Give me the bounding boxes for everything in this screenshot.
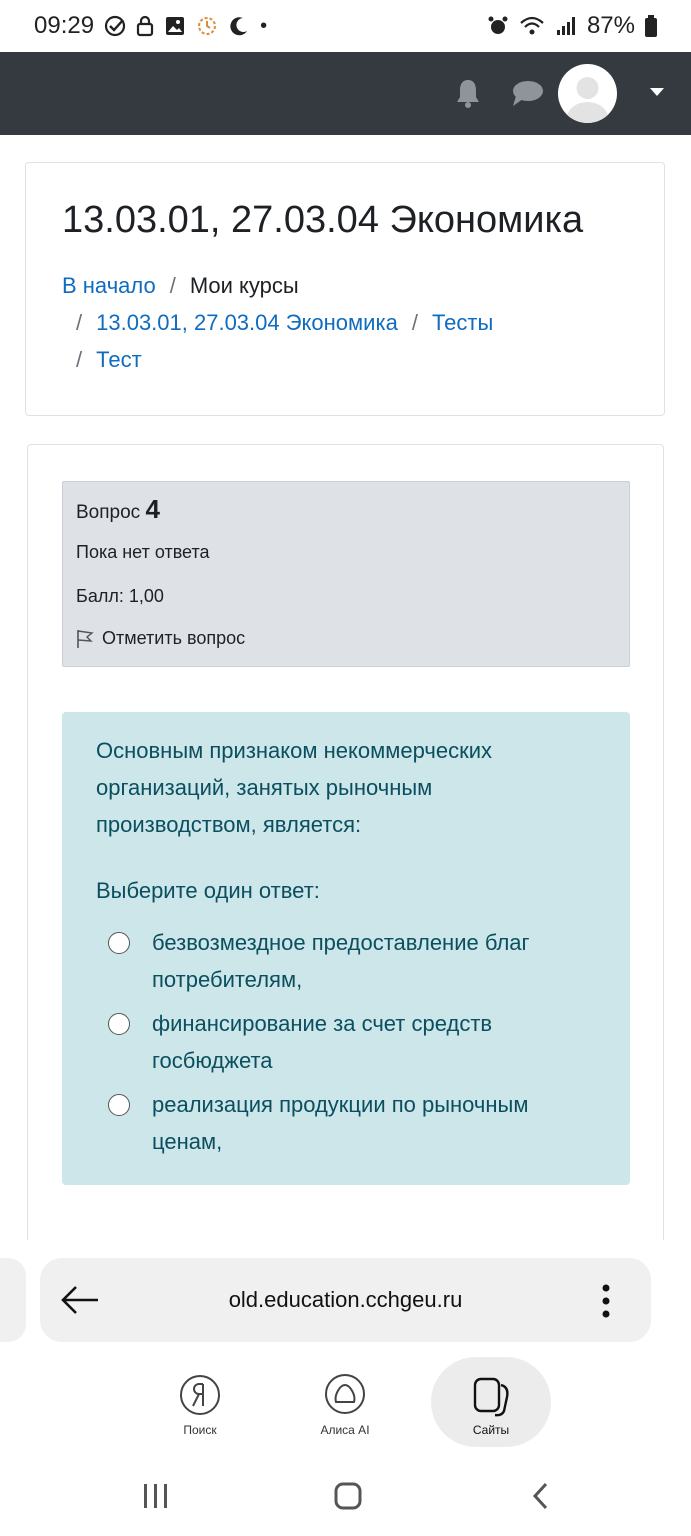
clock: 09:29 — [34, 12, 95, 39]
flag-question-link[interactable] — [76, 628, 245, 649]
moon-icon — [228, 15, 250, 37]
breadcrumb-my-courses: Мои курсы — [189, 273, 299, 298]
battery-level: 87% — [586, 12, 635, 39]
breadcrumb-separator: / — [169, 273, 176, 298]
address-bar[interactable] — [40, 1258, 651, 1342]
flag-icon — [76, 629, 94, 649]
radio-button[interactable] — [108, 1094, 130, 1116]
more-menu-icon[interactable] — [602, 1284, 610, 1318]
breadcrumb-course[interactable]: 13.03.01, 27.03.04 Экономика — [96, 310, 398, 335]
nav-alice[interactable] — [285, 1360, 405, 1450]
question-text: Основным признаком некоммерческих организаций, занятых рыночным производством, является: — [96, 738, 492, 837]
question-info — [62, 481, 630, 667]
question-number-value: 4 — [145, 494, 160, 524]
back-arrow-icon[interactable] — [60, 1284, 100, 1316]
question-state: Пока нет ответа — [76, 542, 210, 562]
radio-button[interactable] — [108, 932, 130, 954]
breadcrumb-separator: / — [411, 310, 418, 335]
course-header-card — [25, 162, 665, 416]
battery-icon — [645, 15, 657, 37]
breadcrumb-home[interactable]: В начало — [62, 273, 156, 298]
home-icon[interactable] — [333, 1480, 363, 1512]
breadcrumb — [62, 267, 642, 378]
dot-icon: • — [260, 15, 268, 37]
question-content — [62, 712, 630, 1185]
bell-icon[interactable] — [452, 77, 484, 109]
breadcrumb-test[interactable]: Тест — [96, 347, 142, 372]
timer-icon — [196, 15, 218, 37]
user-icon — [558, 64, 617, 123]
breadcrumb-tests[interactable]: Тесты — [431, 310, 494, 335]
answer-prompt: Выберите один ответ: — [96, 878, 320, 903]
previous-tab-stub[interactable] — [0, 1258, 26, 1342]
user-menu-caret-icon[interactable] — [650, 88, 664, 96]
recent-apps-icon[interactable] — [142, 1480, 170, 1512]
nav-label: Сайты — [472, 1423, 510, 1437]
breadcrumb-separator: / — [76, 347, 83, 372]
tabs-icon — [471, 1375, 513, 1417]
image-icon — [164, 15, 186, 37]
question-number — [76, 494, 160, 525]
alice-icon — [324, 1373, 366, 1415]
answer-option-label: реализация продукции по рыночным ценам, — [152, 1092, 529, 1154]
top-navbar — [0, 52, 691, 135]
back-icon[interactable] — [530, 1480, 552, 1512]
breadcrumb-separator: / — [76, 310, 83, 335]
answer-option-label: безвозмездное предоставление благ потребителям, — [152, 930, 530, 992]
nav-label: Алиса AI — [320, 1423, 370, 1437]
flag-question-label: Отметить вопрос — [102, 628, 246, 648]
chat-icon[interactable] — [510, 78, 544, 108]
question-label: Вопрос — [76, 502, 141, 523]
wifi-icon — [519, 15, 545, 37]
radio-button[interactable] — [108, 1013, 130, 1035]
lock-icon — [136, 15, 154, 37]
check-circle-icon — [104, 15, 126, 37]
question-grade: Балл: 1,00 — [76, 586, 164, 606]
signal-icon — [555, 15, 577, 37]
yandex-icon — [179, 1374, 221, 1416]
status-bar — [0, 0, 691, 52]
avatar[interactable] — [558, 64, 617, 123]
nav-label: Поиск — [183, 1423, 217, 1437]
nav-sites[interactable] — [431, 1360, 551, 1450]
url-text[interactable]: old.education.cchgeu.ru — [228, 1287, 463, 1312]
answer-option-label: финансирование за счет средств госбюджета — [152, 1011, 493, 1073]
alarm-icon — [487, 15, 509, 37]
nav-search[interactable] — [140, 1360, 260, 1450]
page-title: 13.03.01, 27.03.04 Экономика — [62, 199, 584, 241]
